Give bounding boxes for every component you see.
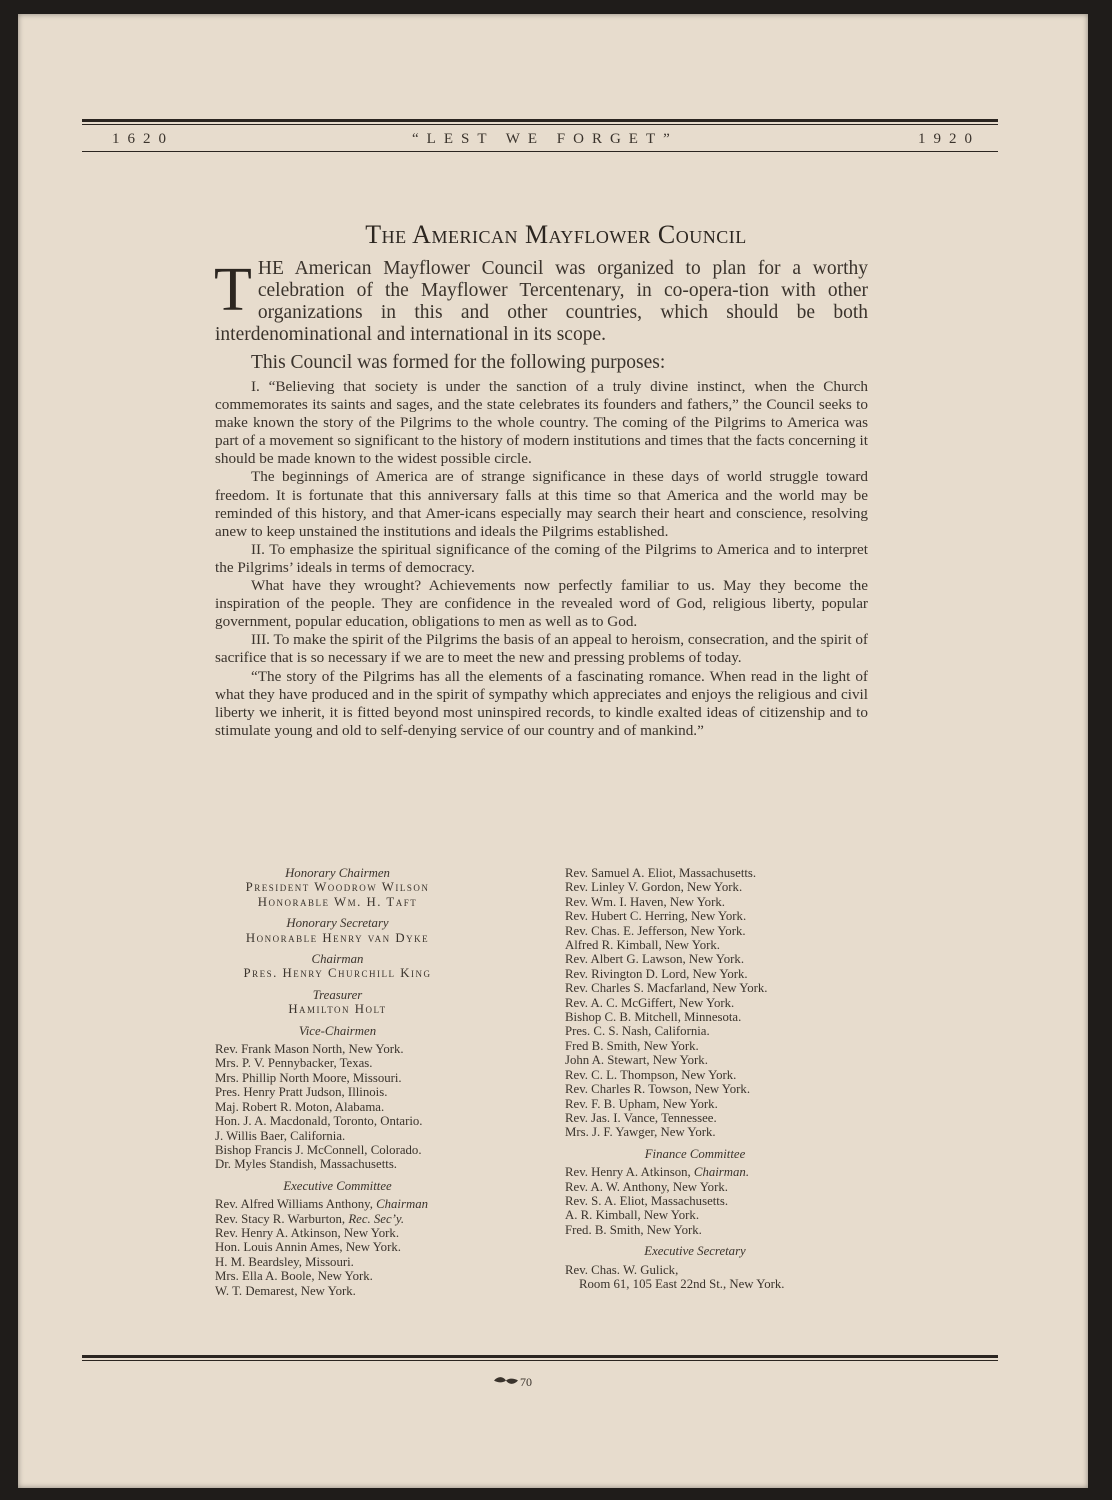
paragraph: II. To emphasize the spiritual significance of the coming of the Pilgrims to America and to interpret the Pilgrims’ ideals in terms of democracy. bbox=[215, 540, 868, 576]
member-role: Rec. Sec’y. bbox=[348, 1211, 405, 1226]
paragraph: What have they wrought? Achievements now perfectly familiar to us. May they become the inspiration of the people. They are confidence in the revealed word of God, religious liberty, popular government, popular education, obligations to men as well as to God. bbox=[215, 577, 868, 631]
list-item: Rev. A. C. McGiffert, New York. bbox=[565, 995, 735, 1010]
vice-chairmen-label: Vice-Chairmen bbox=[298, 1023, 377, 1038]
honorary-chairman: President Woodrow Wilson bbox=[245, 880, 430, 895]
list-item: Pres. C. S. Nash, California. bbox=[565, 1024, 710, 1039]
header-right-year: 1920 bbox=[918, 131, 980, 147]
list-item: Rev. Rivington D. Lord, New York. bbox=[565, 966, 748, 981]
member-name: Rev. Henry A. Atkinson, bbox=[565, 1165, 694, 1180]
list-item: A. R. Kimball, New York. bbox=[565, 1208, 700, 1223]
finance-committee-label: Finance Committee bbox=[644, 1146, 746, 1161]
list-item: Alfred R. Kimball, New York. bbox=[565, 938, 720, 953]
list-item: H. M. Beardsley, Missouri. bbox=[215, 1254, 354, 1269]
list-item: Room 61, 105 East 22nd St., New York. bbox=[579, 1276, 785, 1291]
list-item: Mrs. Phillip North Moore, Missouri. bbox=[215, 1070, 402, 1085]
member-role: Chairman bbox=[376, 1197, 428, 1212]
list-item: Hon. J. A. Macdonald, Toronto, Ontario. bbox=[215, 1114, 423, 1129]
member-role: Chairman. bbox=[693, 1165, 750, 1180]
executive-committee-label: Executive Committee bbox=[283, 1178, 392, 1193]
executive-committee-cont-list bbox=[565, 866, 825, 1140]
paragraph: The beginnings of America are of strange significance in these days of world struggle toward freedom. It is fortunate that this anniversary falls at this time so that America and the world may be reminded of this history, and that Amer-icans especially may search their heart and conscience, resolving anew to keep unstained the institutions and ideals the Pilgrims established. bbox=[215, 468, 868, 540]
list-item: John A. Stewart, New York. bbox=[565, 1053, 708, 1068]
list-item: Rev. Henry A. Atkinson, New York. bbox=[215, 1225, 400, 1240]
list-item: Bishop C. B. Mitchell, Minnesota. bbox=[565, 1010, 742, 1025]
list-item: Mrs. P. V. Pennybacker, Texas. bbox=[215, 1056, 373, 1071]
honorary-secretary: Honorable Henry van Dyke bbox=[245, 930, 430, 945]
list-item: Pres. Henry Pratt Judson, Illinois. bbox=[215, 1085, 388, 1100]
footer-rule bbox=[82, 1355, 998, 1361]
drop-cap: T bbox=[214, 256, 252, 324]
header-rule-bottom bbox=[82, 151, 998, 152]
list-item: Rev. A. W. Anthony, New York. bbox=[565, 1179, 728, 1194]
list-item bbox=[565, 1165, 825, 1179]
paragraph: III. To make the spirit of the Pilgrims the basis of an appeal to heroism, consecration, and the spirit of sacrifice that is so necessary if we are to meet the new and pressing problems of today. bbox=[215, 631, 868, 667]
list-item: Rev. Linley V. Gordon, New York. bbox=[565, 880, 743, 895]
list-item: Fred B. Smith, New York. bbox=[565, 1038, 699, 1053]
chairman-label: Chairman bbox=[311, 952, 364, 967]
vice-chairmen-list bbox=[215, 1042, 460, 1172]
paragraph: “The story of the Pilgrims has all the elements of a fascinating romance. When read in the light of what they have produced and in the spirit of sympathy which appreciates and enjoys the religious and civil liberty we inherit, it is fitted beyond most uninspired records, to kindle exalted ideas of citizenship and to stimulate young and old to self-denying service of our country and of mankind.” bbox=[215, 667, 868, 739]
intro-paragraph bbox=[215, 258, 868, 346]
executive-committee-list bbox=[215, 1197, 460, 1298]
list-item: Rev. S. A. Eliot, Massachusetts. bbox=[565, 1193, 729, 1208]
list-item: Rev. Chas. W. Gulick, bbox=[565, 1262, 679, 1277]
list-item: Rev. Hubert C. Herring, New York. bbox=[565, 909, 747, 924]
list-item: Rev. Chas. E. Jefferson, New York. bbox=[565, 923, 746, 938]
list-item: Maj. Robert R. Moton, Alabama. bbox=[215, 1099, 385, 1114]
list-item: Mrs. J. F. Yawger, New York. bbox=[565, 1125, 716, 1140]
list-item: Rev. F. B. Upham, New York. bbox=[565, 1096, 718, 1111]
list-item: Bishop Francis J. McConnell, Colorado. bbox=[215, 1142, 422, 1157]
header-motto: “LEST WE FORGET” bbox=[412, 131, 678, 147]
list-item bbox=[215, 1212, 460, 1226]
header-band bbox=[82, 131, 998, 149]
header-rule-top bbox=[82, 119, 998, 125]
intro-text: HE American Mayflower Council was organized to plan for a worthy celebration of the Mayflower Tercentenary, in co-opera-tion with other organizations in this and other countries, which should be both interdenominational and international in its scope. bbox=[215, 258, 868, 345]
finance-committee-list bbox=[565, 1165, 825, 1237]
treasurer: Hamilton Holt bbox=[288, 1002, 387, 1017]
list-item: Rev. Samuel A. Eliot, Massachusetts. bbox=[565, 866, 757, 880]
header-left-year: 1620 bbox=[112, 131, 174, 147]
list-item: Rev. Albert G. Lawson, New York. bbox=[565, 952, 745, 967]
page-number: 70 bbox=[520, 1375, 532, 1389]
ornament-icon bbox=[493, 1376, 519, 1385]
list-item: W. T. Demarest, New York. bbox=[215, 1283, 356, 1298]
list-item: Mrs. Ella A. Boole, New York. bbox=[215, 1269, 373, 1284]
list-item: Rev. Charles R. Towson, New York. bbox=[565, 1082, 751, 1097]
body-text bbox=[215, 378, 868, 740]
list-item: Dr. Myles Standish, Massachusetts. bbox=[215, 1157, 397, 1172]
list-item: Hon. Louis Annin Ames, New York. bbox=[215, 1240, 401, 1255]
treasurer-label: Treasurer bbox=[312, 987, 363, 1002]
page-title: The American Mayflower Council bbox=[365, 220, 747, 249]
list-item: Rev. C. L. Thompson, New York. bbox=[565, 1067, 737, 1082]
paragraph: I. “Believing that society is under the sanction of a truly divine instinct, when the Church commemorates its saints and sages, and the state celebrates its founders and fathers,” the Council seeks to make known the story of the Pilgrims to the whole country. The coming of the Pilgrims to America was part of a movement so significant to the history of modern institutions and times that the facts concerning it should be made known to the widest possible circle. bbox=[215, 378, 868, 468]
honorary-chairman: Honorable Wm. H. Taft bbox=[257, 894, 418, 909]
chairman: Pres. Henry Churchill King bbox=[243, 966, 432, 981]
list-item: Rev. Charles S. Macfarland, New York. bbox=[565, 981, 768, 996]
list-item: J. Willis Baer, California. bbox=[215, 1128, 346, 1143]
list-item: Fred. B. Smith, New York. bbox=[565, 1222, 702, 1237]
executive-secretary bbox=[565, 1263, 825, 1292]
list-item bbox=[215, 1197, 460, 1211]
member-name: Rev. Alfred Williams Anthony, bbox=[215, 1197, 377, 1212]
honorary-chairmen-label: Honorary Chairmen bbox=[285, 866, 390, 880]
list-item: Rev. Jas. I. Vance, Tennessee. bbox=[565, 1110, 717, 1125]
list-item: Rev. Wm. I. Haven, New York. bbox=[565, 894, 725, 909]
purposes-heading: This Council was formed for the following purposes: bbox=[251, 352, 666, 373]
officers-right-column bbox=[565, 866, 825, 1291]
honorary-secretary-label: Honorary Secretary bbox=[286, 916, 389, 931]
officers-left-column bbox=[215, 866, 460, 1298]
list-item: Rev. Frank Mason North, New York. bbox=[215, 1042, 404, 1057]
executive-secretary-label: Executive Secretary bbox=[644, 1244, 746, 1259]
member-name: Rev. Stacy R. Warburton, bbox=[215, 1211, 349, 1226]
